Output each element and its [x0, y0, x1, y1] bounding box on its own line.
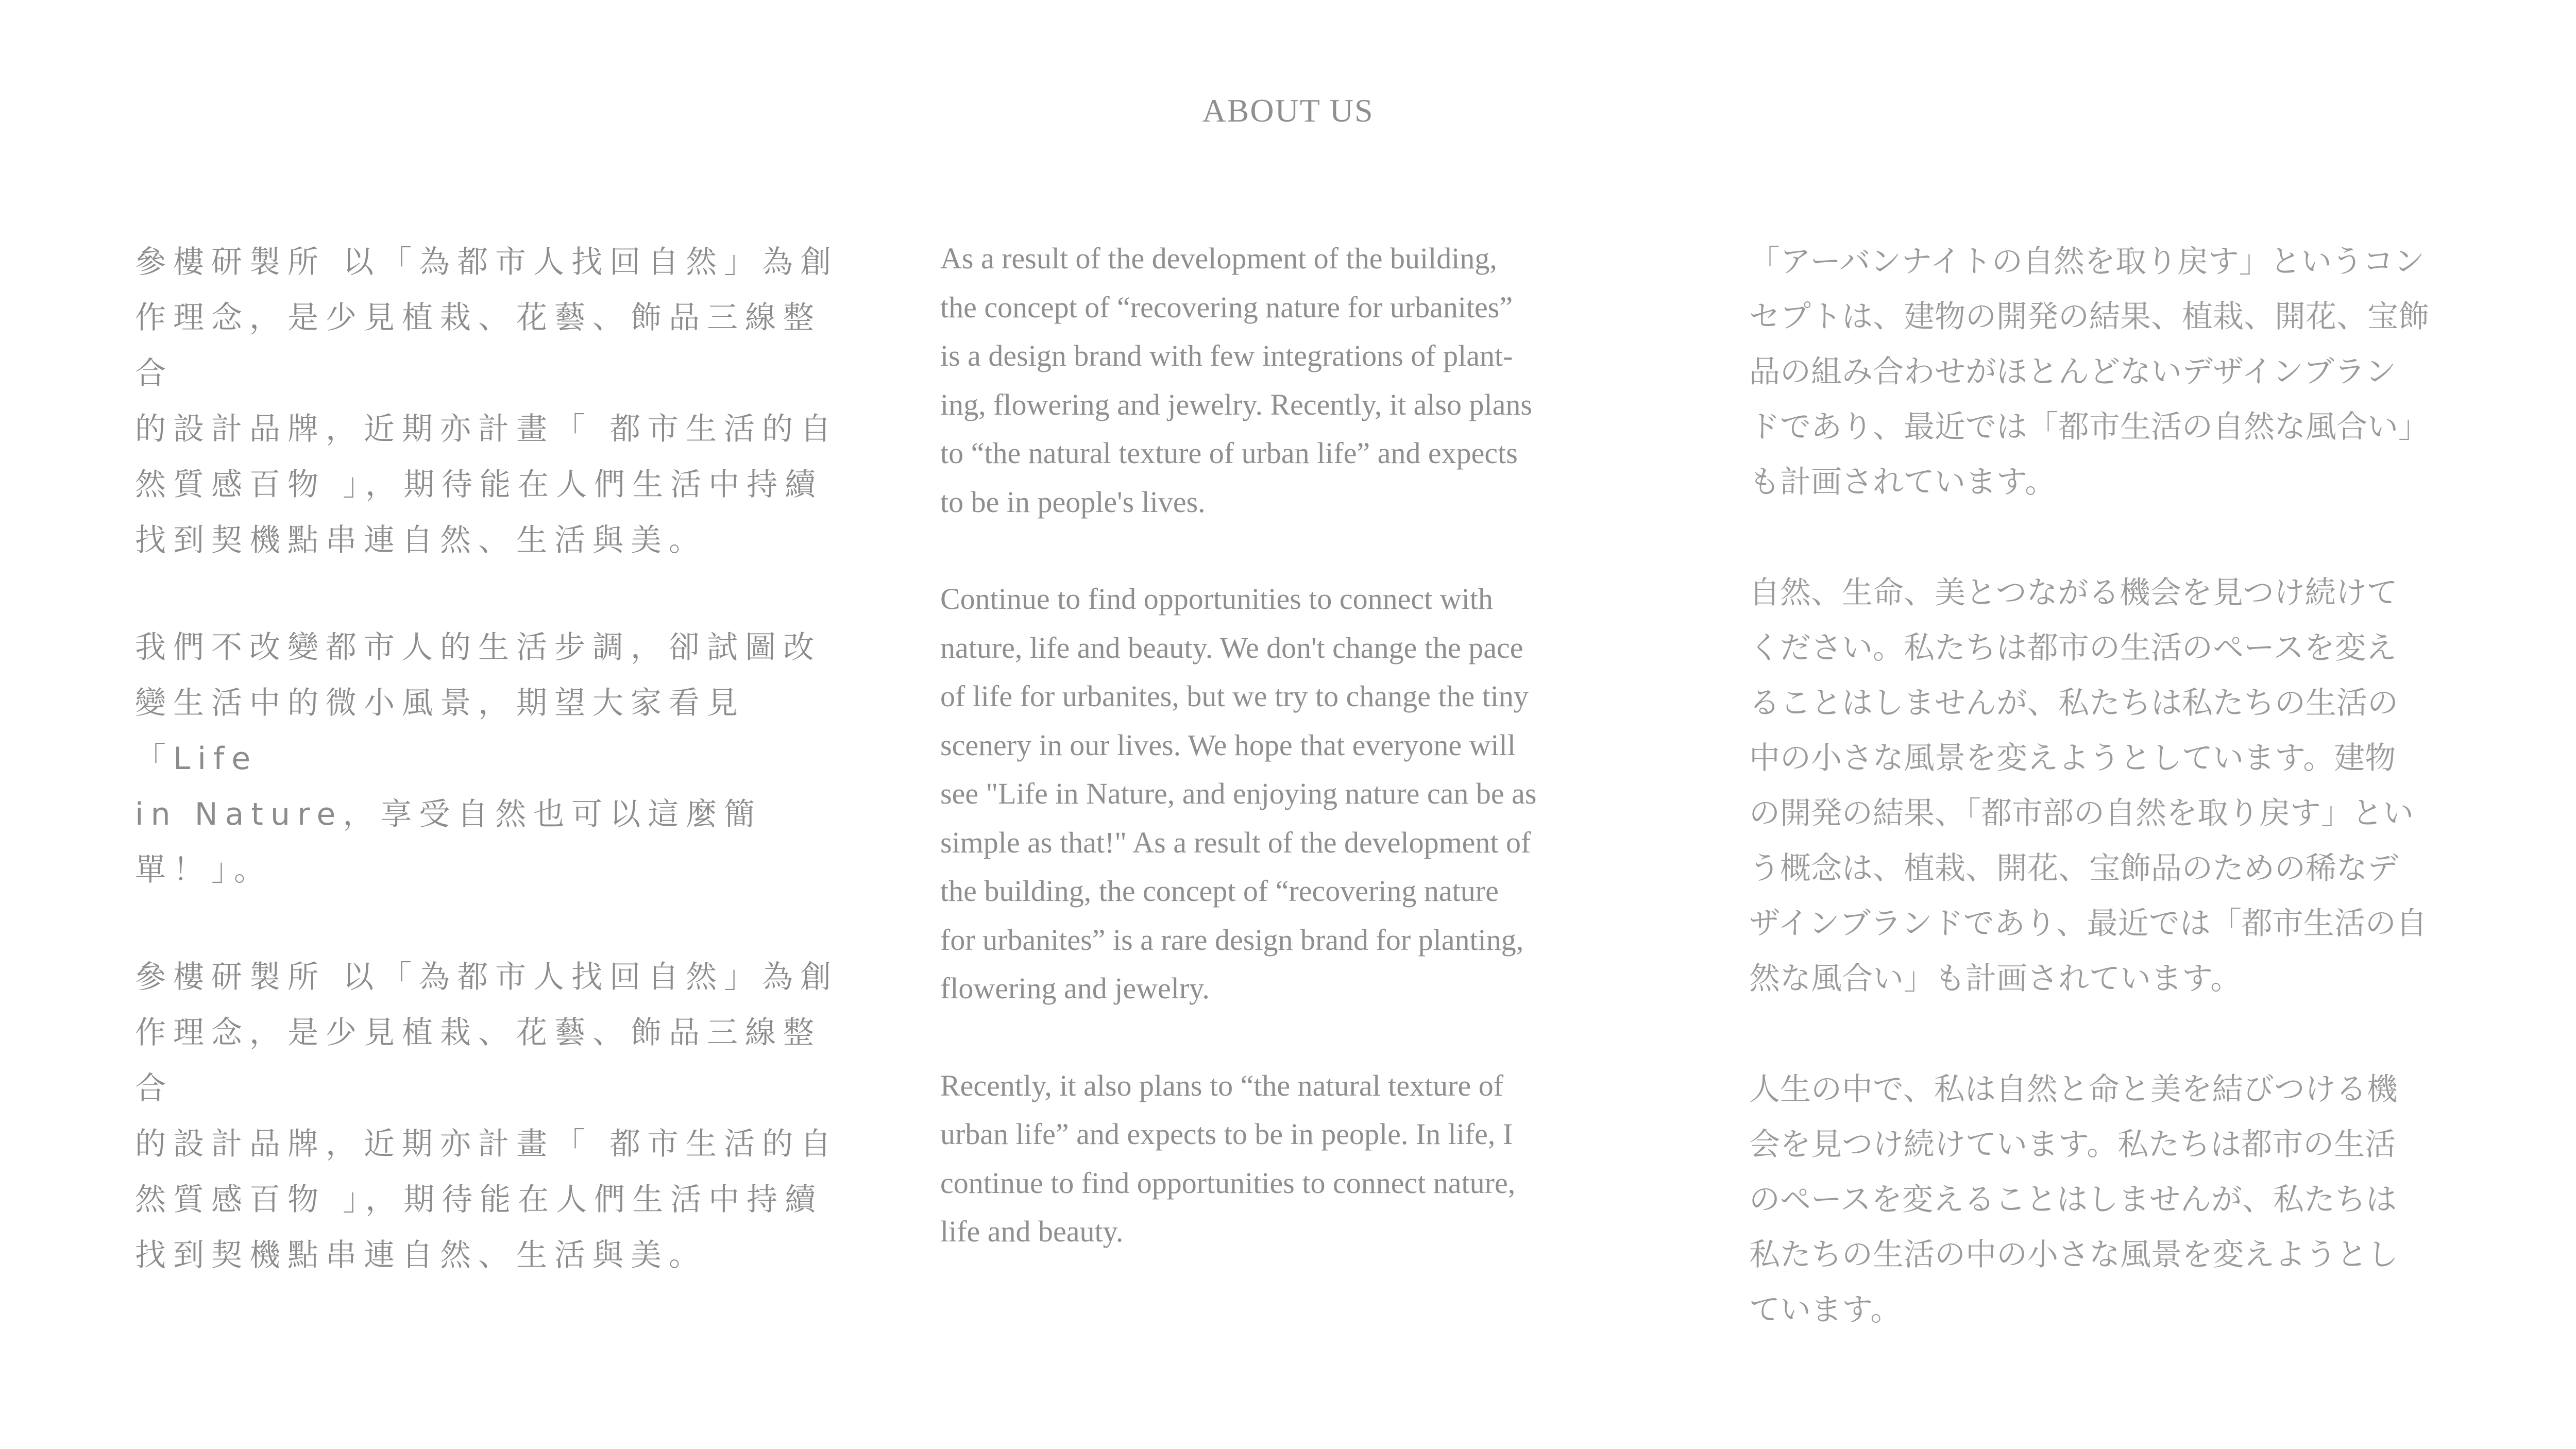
chinese-paragraph-1: 參樓研製所 以「為都市人找回自然」為創 作理念，是少見植栽、花藝、飾品三線整合 的設計品牌，近期亦計畫「 都市生活的自 然質感百物 」，期待能在人們生活中持續 找到契機點串連自然、生活與美。	[135, 244, 839, 558]
page-title: ABOUT US	[1202, 92, 1374, 129]
japanese-paragraph-2: 自然、生命、美とつながる機会を見つけ続けて ください。私たちは都市の生活のペースを変え ることはしませんが、私たちは私たちの生活の 中の小さな風景を変えようとしています。建物 の開発の結果、「都市部の自然を取り戻す」とい う概念は、植栽、開花、宝飾品のための稀なデ ザインブランドであり、最近では「都市生活の自 然な風合い」も計画されています。	[1749, 575, 2427, 997]
english-paragraph-1: As a result of the development of the building, the concept of “recovering nature for urbanites” is a design brand with few integrations of plant- ing, flowering and jewelry. Recently, it also plans to “the natural texture of urban life” and expects to be in people's lives.	[940, 242, 1532, 519]
english-paragraph-2: Continue to find opportunities to connect with nature, life and beauty. We don't change the pace of life for urbanites, but we try to change the tiny scenery in our lives. We hope that everyone will see "Life in Nature, and enjoying nature can be as simple as that!" As a result of the development of the building, the concept of “recovering nature for urbanites” is a rare design brand for planting, flowering and jewelry.	[940, 582, 1537, 1005]
chinese-paragraph-3: 參樓研製所 以「為都市人找回自然」為創 作理念，是少見植栽、花藝、飾品三線整合 的設計品牌，近期亦計畫「 都市生活的自 然質感百物 」，期待能在人們生活中持續 找到契機點串連自然、生活與美。	[135, 959, 839, 1273]
about-column-japanese	[1749, 234, 2460, 1393]
japanese-paragraph-1: 「アーバンナイトの自然を取り戻す」というコン セプトは、建物の開発の結果、植栽、開花、宝飾 品の組み合わせがほとんどないデザインブラン ドであり、最近では「都市生活の自然な風合い」 も計画されています。	[1749, 244, 2429, 500]
about-column-english	[940, 234, 1651, 1305]
chinese-paragraph-2: 我們不改變都市人的生活步調，卻試圖改 變生活中的微小風景，期望大家看見「Life in Nature，享受自然也可以這麼簡單！」。	[135, 629, 821, 888]
english-paragraph-3: Recently, it also plans to “the natural texture of urban life” and expects to be in people. In life, I continue to find opportunities to connect nature, life and beauty.	[940, 1068, 1516, 1248]
about-column-chinese	[135, 234, 846, 1335]
japanese-paragraph-3: 人生の中で、私は自然と命と美を結びつける機 会を見つけ続けています。私たちは都市の生活 のペースを変えることはしませんが、私たちは 私たちの生活の中の小さな風景を変えようとし ています。	[1749, 1071, 2398, 1328]
